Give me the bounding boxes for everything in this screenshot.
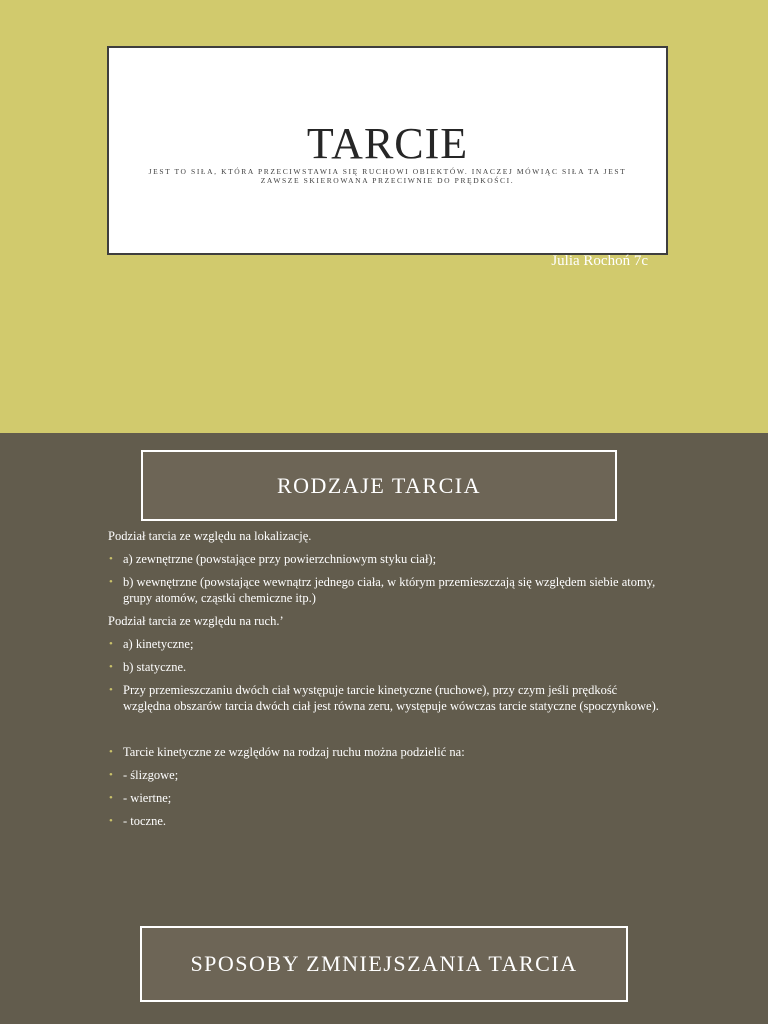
types-slide [0, 433, 768, 1024]
slide-title: TARCIE [306, 119, 469, 168]
list-item: • b) statyczne. [109, 660, 187, 674]
intro-location: Podział tarcia ze względu na lokalizację. [108, 529, 312, 543]
title-slide [0, 0, 768, 433]
bullet-icon: • [109, 576, 113, 588]
bullet-icon: • [109, 553, 113, 565]
title-box [107, 46, 668, 255]
intro-motion: Podział tarcia ze względu na ruch.’ [108, 614, 284, 628]
section-heading-types: RODZAJE TARCIA [141, 450, 617, 521]
list-item: • - toczne. [109, 814, 167, 828]
bullet-icon: • [109, 661, 113, 673]
bullet-icon: • [109, 769, 113, 781]
bullet-icon: • [109, 684, 113, 696]
list-location [108, 551, 668, 606]
bullet-icon: • [109, 792, 113, 804]
section-heading-reduction: SPOSOBY ZMNIEJSZANIA TARCIA [140, 926, 628, 1002]
bullet-icon: • [109, 638, 113, 650]
list-item: • b) wewnętrzne (powstające wewnątrz jednego ciała, w którym przemieszczają się względem siebie atomy, grupy atomów, cząstki chemiczne itp.) [109, 575, 656, 605]
types-content [108, 528, 668, 836]
slide-subtitle: JEST TO SIŁA, KTÓRA PRZECIWSTAWIA SIĘ RUCHOWI OBIEKTÓW. INACZEJ MÓWIĄC SIŁA TA JEST ZAWSZE SKIEROWANA PRZECIWNIE DO PRĘDKOŚCI. [148, 167, 627, 185]
bullet-icon: • [109, 746, 113, 758]
bullet-icon: • [109, 815, 113, 827]
list-item: • a) zewnętrzne (powstające przy powierzchniowym styku ciał); [109, 552, 437, 566]
list-item: • - ślizgowe; [109, 768, 179, 782]
list-motion [108, 636, 668, 714]
list-item: • Tarcie kinetyczne ze względów na rodzaj ruchu można podzielić na: [109, 745, 465, 759]
list-kinetic-kinds [108, 744, 668, 829]
author-name: Julia Rochoń 7c [551, 253, 648, 269]
list-item: • a) kinetyczne; [109, 637, 194, 651]
spacer [108, 721, 668, 744]
list-item: • Przy przemieszczaniu dwóch ciał występuje tarcie kinetyczne (ruchowe), przy czym jeśli prędkość względna obszarów tarcia dwóch ciał jest równa zeru, występuje wówczas tarcie statyczne (spoczynkowe). [109, 683, 659, 713]
list-item: • - wiertne; [109, 791, 172, 805]
